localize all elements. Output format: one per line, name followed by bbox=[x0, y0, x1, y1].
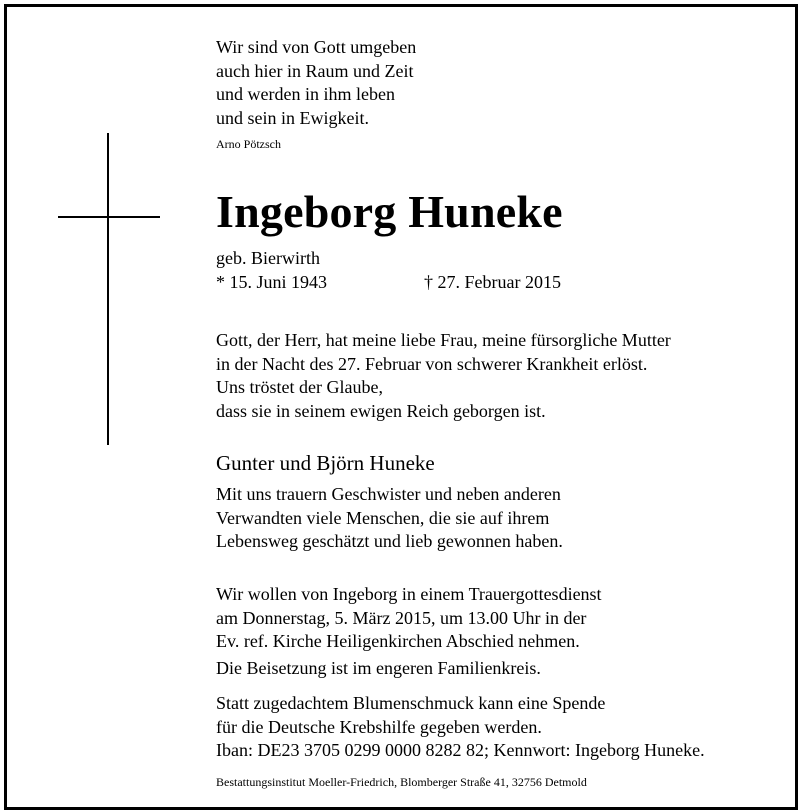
donation-line: Statt zugedachtem Blumenschmuck kann eine Spende bbox=[216, 693, 606, 713]
family-names: Gunter und Björn Huneke bbox=[216, 451, 435, 475]
funeral-home-footer: Bestattungsinstitut Moeller-Friedrich, Blomberger Straße 41, 32756 Detmold bbox=[216, 775, 587, 789]
cross-vertical-bar bbox=[107, 133, 109, 445]
death-date: † 27. Februar 2015 bbox=[424, 272, 561, 292]
poem-line: auch hier in Raum und Zeit bbox=[216, 60, 414, 81]
message-paragraph bbox=[216, 329, 671, 423]
burial-note: Die Beisetzung ist im engeren Familienkreis. bbox=[216, 658, 541, 678]
donation-line: Iban: DE23 3705 0299 0000 8282 82; Kennwort: Ingeborg Huneke. bbox=[216, 740, 705, 760]
mourners-line: Mit uns trauern Geschwister und neben anderen bbox=[216, 484, 561, 504]
mourners-line: Verwandten viele Menschen, die sie auf ihrem bbox=[216, 507, 550, 528]
deceased-name: Ingeborg Huneke bbox=[216, 186, 563, 237]
poem-line: und sein in Ewigkeit. bbox=[216, 107, 369, 128]
birth-name: geb. Bierwirth bbox=[216, 248, 320, 268]
mourners-line: Lebensweg geschätzt und lieb gewonnen haben. bbox=[216, 531, 563, 551]
message-line: Gott, der Herr, hat meine liebe Frau, meine fürsorgliche Mutter bbox=[216, 330, 671, 350]
service-line: Ev. ref. Kirche Heiligenkirchen Abschied nehmen. bbox=[216, 631, 580, 651]
service-line: am Donnerstag, 5. März 2015, um 13.00 Uhr in der bbox=[216, 607, 587, 628]
donation-line: für die Deutsche Krebshilfe gegeben werden. bbox=[216, 716, 542, 737]
poem bbox=[216, 36, 416, 130]
service-line: Wir wollen von Ingeborg in einem Trauergottesdienst bbox=[216, 584, 602, 604]
message-line: in der Nacht des 27. Februar von schwerer Krankheit erlöst. bbox=[216, 353, 648, 374]
poem-author: Arno Pötzsch bbox=[216, 137, 281, 151]
donation-paragraph bbox=[216, 692, 705, 763]
life-dates bbox=[216, 271, 616, 293]
message-line: dass sie in seinem ewigen Reich geborgen ist. bbox=[216, 400, 546, 421]
poem-line: und werden in ihm leben bbox=[216, 84, 395, 104]
cross-horizontal-bar bbox=[58, 216, 160, 218]
poem-line: Wir sind von Gott umgeben bbox=[216, 37, 417, 57]
service-paragraph bbox=[216, 583, 602, 654]
mourners-paragraph bbox=[216, 483, 563, 554]
birth-date: * 15. Juni 1943 bbox=[216, 272, 328, 292]
message-line: Uns tröstet der Glaube, bbox=[216, 377, 383, 397]
